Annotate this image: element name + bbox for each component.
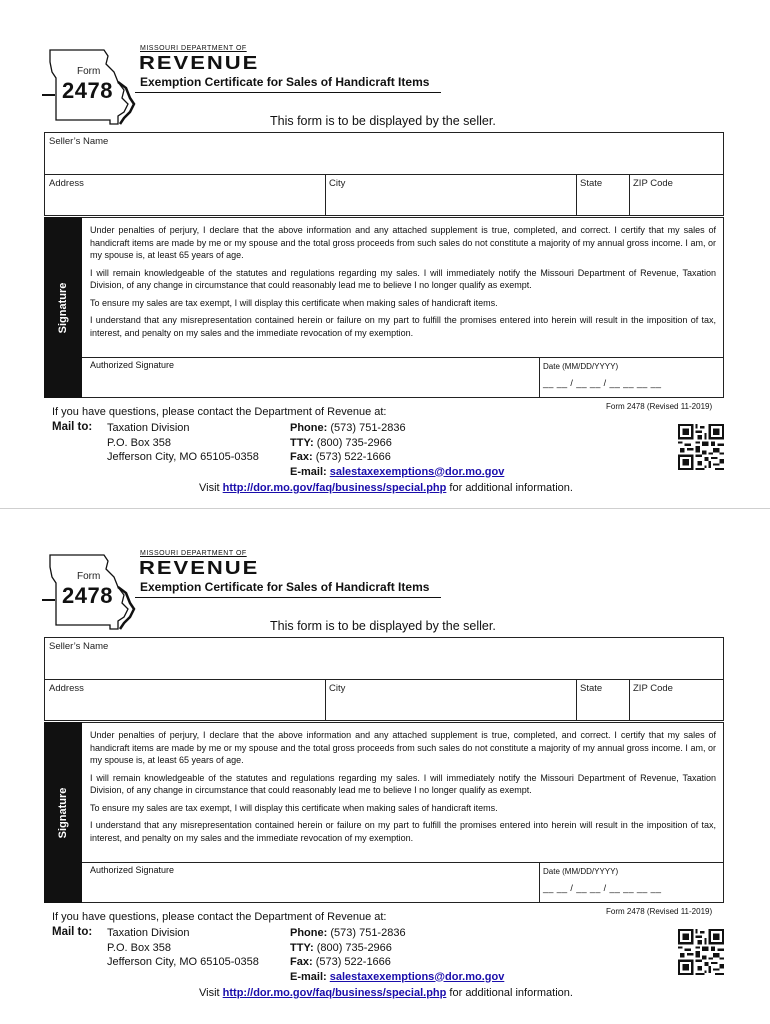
title-rule (135, 597, 441, 598)
declaration-text (90, 224, 716, 344)
sellers-name-field[interactable] (45, 133, 723, 175)
revision-note: Form 2478 (Revised 11-2019) (606, 402, 713, 411)
tty-label: TTY: (290, 941, 314, 954)
declaration-paragraph: I will remain knowledgeable of the statutes and regulations regarding my sales. I will immediately notify the Missouri Department of Revenue, Taxation Division, of any change in circumstance that could reasonably lead me to believe I no longer qualify as exempt. (90, 772, 716, 795)
phone-line (290, 421, 504, 436)
signature-side-bar (44, 217, 82, 398)
address-line: P.O. Box 358 (107, 941, 172, 954)
faq-link[interactable]: http://dor.mo.gov/faq/business/special.php (222, 987, 447, 999)
email-label: E-mail: (290, 970, 327, 983)
declaration-paragraph: I understand that any misrepresentation contained herein or failure on my part to fulfill the promises entered into herein will result in the imposition of tax, interest, and penalty on my sales and the immediate revocation of my exemption. (90, 315, 716, 338)
date-label: Date (MM/DD/YYYY) (543, 362, 619, 371)
faq-link[interactable]: http://dor.mo.gov/faq/business/special.php (222, 482, 447, 494)
questions-text: If you have questions, please contact the Department of Revenue at: (52, 406, 387, 418)
date-blank: __ __ / __ __ / __ __ __ __ (543, 378, 662, 388)
form-copy-2 (0, 505, 770, 1010)
signature-section (82, 217, 724, 398)
tty-value: (800) 735-2966 (316, 436, 392, 449)
address-field[interactable] (45, 175, 325, 216)
mailing-address (107, 421, 259, 465)
revenue-logo: REVENUE (139, 52, 260, 74)
form-title: Exemption Certificate for Sales of Handicraft Items (140, 580, 430, 594)
fax-label: Fax: (290, 956, 313, 968)
title-rule (135, 92, 441, 93)
qr-code-icon (678, 424, 724, 470)
zip-field[interactable] (630, 175, 724, 216)
phone-value: (573) 751-2836 (330, 422, 406, 434)
phone-label: Phone: (290, 927, 328, 939)
visit-line (199, 482, 573, 494)
visit-suffix: for additional information. (449, 482, 573, 494)
fax-label: Fax: (290, 451, 313, 463)
fax-line (290, 450, 504, 465)
form-number: 2478 (62, 78, 113, 103)
state-field[interactable] (577, 680, 629, 721)
display-note: This form is to be displayed by the seller. (270, 619, 496, 633)
address-line: Jefferson City, MO 65105-0358 (107, 451, 259, 463)
address-line: Jefferson City, MO 65105-0358 (107, 956, 259, 968)
declaration-paragraph: I understand that any misrepresentation contained herein or failure on my part to fulfill the promises entered into herein will result in the imposition of tax, interest, and penalty on my sales and the immediate revocation of my exemption. (90, 820, 716, 843)
sellers-name-label: Seller’s Name (49, 136, 109, 147)
address-field[interactable] (45, 680, 325, 721)
sellers-name-label: Seller’s Name (49, 641, 109, 652)
revision-note: Form 2478 (Revised 11-2019) (606, 907, 713, 916)
mail-to-label: Mail to: (52, 926, 93, 938)
phone-line (290, 926, 504, 941)
signature-section (82, 722, 724, 903)
date-field[interactable] (540, 358, 723, 398)
tty-line (290, 941, 504, 956)
address-line: Taxation Division (107, 927, 190, 939)
city-field[interactable] (326, 680, 576, 721)
visit-prefix: Visit (199, 987, 220, 999)
fax-line (290, 955, 504, 970)
signature-side-label: Signature (57, 787, 69, 838)
state-field[interactable] (577, 175, 629, 216)
revenue-logo: REVENUE (139, 557, 260, 579)
city-label: City (329, 683, 346, 694)
email-line (290, 970, 504, 985)
declaration-paragraph: Under penalties of perjury, I declare that the above information and any attached supplement is true, completed, and correct. I certify that my sales of handicraft items are made by me or my spouse and the total gross proceeds from such sales do not constitute a majority of my annual gross income. I am, or my spouse is, at least 65 years of age. (90, 730, 716, 765)
tty-line (290, 436, 504, 451)
address-line: P.O. Box 358 (107, 436, 172, 449)
declaration-paragraph: I will remain knowledgeable of the statutes and regulations regarding my sales. I will immediately notify the Missouri Department of Revenue, Taxation Division, of any change in circumstance that could reasonably lead me to believe I no longer qualify as exempt. (90, 267, 716, 290)
questions-text: If you have questions, please contact the Department of Revenue at: (52, 911, 387, 923)
authorized-signature-field[interactable] (82, 863, 539, 903)
mail-to-label: Mail to: (52, 421, 93, 433)
city-label: City (329, 178, 346, 189)
seller-info-table (44, 637, 724, 721)
address-line: Taxation Division (107, 422, 190, 434)
visit-line (199, 987, 573, 999)
form-title: Exemption Certificate for Sales of Handicraft Items (140, 75, 430, 89)
declaration-paragraph: Under penalties of perjury, I declare that the above information and any attached supplement is true, completed, and correct. I certify that my sales of handicraft items are made by me or my spouse and the total gross proceeds from such sales do not constitute a majority of my annual gross income. I am, or my spouse is, at least 65 years of age. (90, 225, 716, 260)
authorized-signature-field[interactable] (82, 358, 539, 398)
signature-side-label: Signature (57, 282, 69, 333)
authorized-signature-label: Authorized Signature (90, 865, 175, 875)
zip-field[interactable] (630, 680, 724, 721)
fax-value: (573) 522-1666 (315, 956, 391, 968)
state-label: State (580, 683, 603, 694)
tty-value: (800) 735-2966 (316, 941, 392, 954)
sellers-name-field[interactable] (45, 638, 723, 680)
tty-label: TTY: (290, 436, 314, 449)
form-number-dash (42, 94, 55, 96)
authorized-signature-label: Authorized Signature (90, 360, 175, 370)
contact-info (290, 421, 504, 479)
email-link[interactable]: salestaxexemptions@dor.mo.gov (329, 970, 505, 983)
date-blank: __ __ / __ __ / __ __ __ __ (543, 883, 662, 893)
state-label: State (580, 178, 603, 189)
declaration-paragraph: To ensure my sales are tax exempt, I will display this certificate when making sales of handicraft items. (90, 297, 498, 308)
email-label: E-mail: (290, 465, 327, 478)
zip-label: ZIP Code (633, 683, 673, 694)
date-field[interactable] (540, 863, 723, 903)
declaration-text (90, 729, 716, 849)
form-label: Form (77, 66, 101, 77)
department-name: MISSOURI DEPARTMENT OF (140, 45, 247, 52)
email-link[interactable]: salestaxexemptions@dor.mo.gov (329, 465, 505, 478)
form-number-dash (42, 599, 55, 601)
display-note: This form is to be displayed by the seller. (270, 114, 496, 128)
signature-side-bar (44, 722, 82, 903)
contact-info (290, 926, 504, 984)
address-label: Address (49, 683, 84, 694)
mailing-address (107, 926, 259, 970)
address-label: Address (49, 178, 84, 189)
date-label: Date (MM/DD/YYYY) (543, 867, 619, 876)
phone-value: (573) 751-2836 (330, 927, 406, 939)
declaration-paragraph: To ensure my sales are tax exempt, I will display this certificate when making sales of handicraft items. (90, 802, 498, 813)
city-field[interactable] (326, 175, 576, 216)
form-label: Form (77, 571, 101, 582)
visit-prefix: Visit (199, 482, 220, 494)
fax-value: (573) 522-1666 (315, 451, 391, 463)
visit-suffix: for additional information. (449, 987, 573, 999)
department-name: MISSOURI DEPARTMENT OF (140, 550, 247, 557)
form-copy-1 (0, 0, 770, 505)
form-number: 2478 (62, 583, 113, 608)
email-line (290, 465, 504, 480)
seller-info-table (44, 132, 724, 216)
qr-code-icon (678, 929, 724, 975)
zip-label: ZIP Code (633, 178, 673, 189)
phone-label: Phone: (290, 422, 328, 434)
